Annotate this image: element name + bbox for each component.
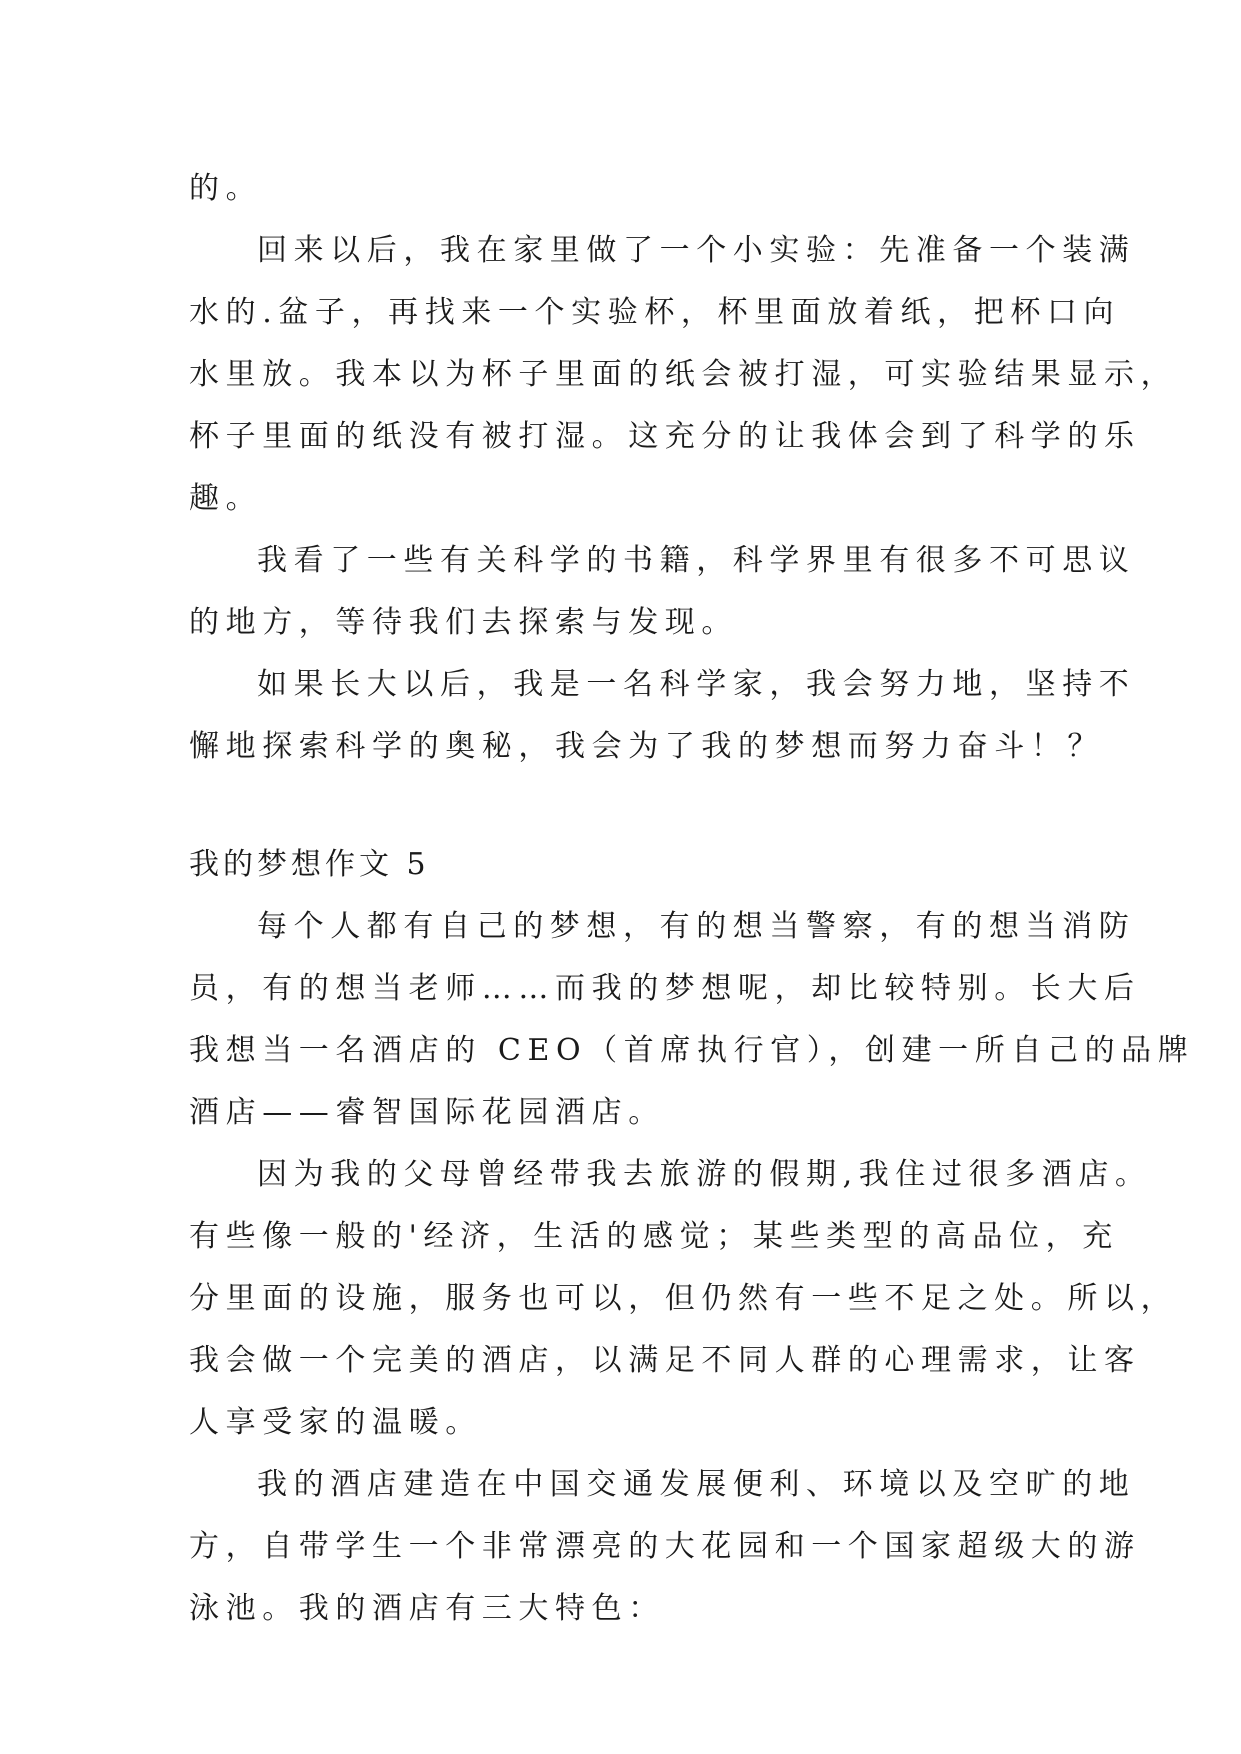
text-line: 人享受家的温暖。: [189, 1405, 482, 1440]
text-line: 水的.盆子，再找来一个实验杯，杯里面放着纸，把杯口向: [189, 295, 1121, 330]
text-line: 方，自带学生一个非常漂亮的大花园和一个国家超级大的游: [189, 1529, 1141, 1564]
paragraph: [189, 896, 1195, 1144]
text-line: 酒店——睿智国际花园酒店。: [189, 1095, 665, 1130]
paragraph: [189, 1144, 1178, 1454]
document-body: [189, 158, 1195, 1640]
text-line: 水里放。我本以为杯子里面的纸会被打湿，可实验结果显示，: [189, 357, 1178, 392]
paragraph: [189, 530, 1136, 654]
text-line: 杯子里面的纸没有被打湿。这充分的让我体会到了科学的乐: [189, 419, 1141, 454]
text-line: 分里面的设施，服务也可以，但仍然有一些不足之处。所以，: [189, 1281, 1178, 1316]
text-line: 回来以后，我在家里做了一个小实验：先准备一个装满: [257, 233, 1136, 268]
text-line: 因为我的父母曾经带我去旅游的假期,我住过很多酒店。: [257, 1157, 1152, 1192]
text-line: 懈地探索科学的奥秘，我会为了我的梦想而努力奋斗！？: [189, 729, 1104, 764]
section-title: 我的梦想作文 5: [189, 847, 430, 882]
text-line: 的。: [189, 171, 263, 206]
paragraph: [189, 220, 1178, 530]
text-line: 我看了一些有关科学的书籍，科学界里有很多不可思议: [257, 543, 1136, 578]
paragraph: [189, 1454, 1141, 1640]
paragraph: [189, 158, 1059, 220]
text-line: 趣。: [189, 481, 263, 516]
text-line: 有些像一般的'经济，生活的感觉；某些类型的高品位，充: [189, 1219, 1119, 1254]
text-line: 的地方，等待我们去探索与发现。: [189, 605, 738, 640]
paragraph: [189, 654, 1136, 778]
text-line: 员，有的想当老师……而我的梦想呢，却比较特别。长大后: [189, 971, 1141, 1006]
text-line: 如果长大以后，我是一名科学家，我会努力地，坚持不: [257, 667, 1136, 702]
text-line: 我想当一名酒店的 CEO（首席执行官），创建一所自己的品牌: [189, 1033, 1195, 1068]
text-line: 泳池。我的酒店有三大特色：: [189, 1591, 665, 1626]
text-line: 我的酒店建造在中国交通发展便利、环境以及空旷的地: [257, 1467, 1136, 1502]
section-gap: [189, 778, 1059, 834]
text-line: 每个人都有自己的梦想，有的想当警察，有的想当消防: [257, 909, 1136, 944]
text-line: 我会做一个完美的酒店，以满足不同人群的心理需求，让客: [189, 1343, 1141, 1378]
